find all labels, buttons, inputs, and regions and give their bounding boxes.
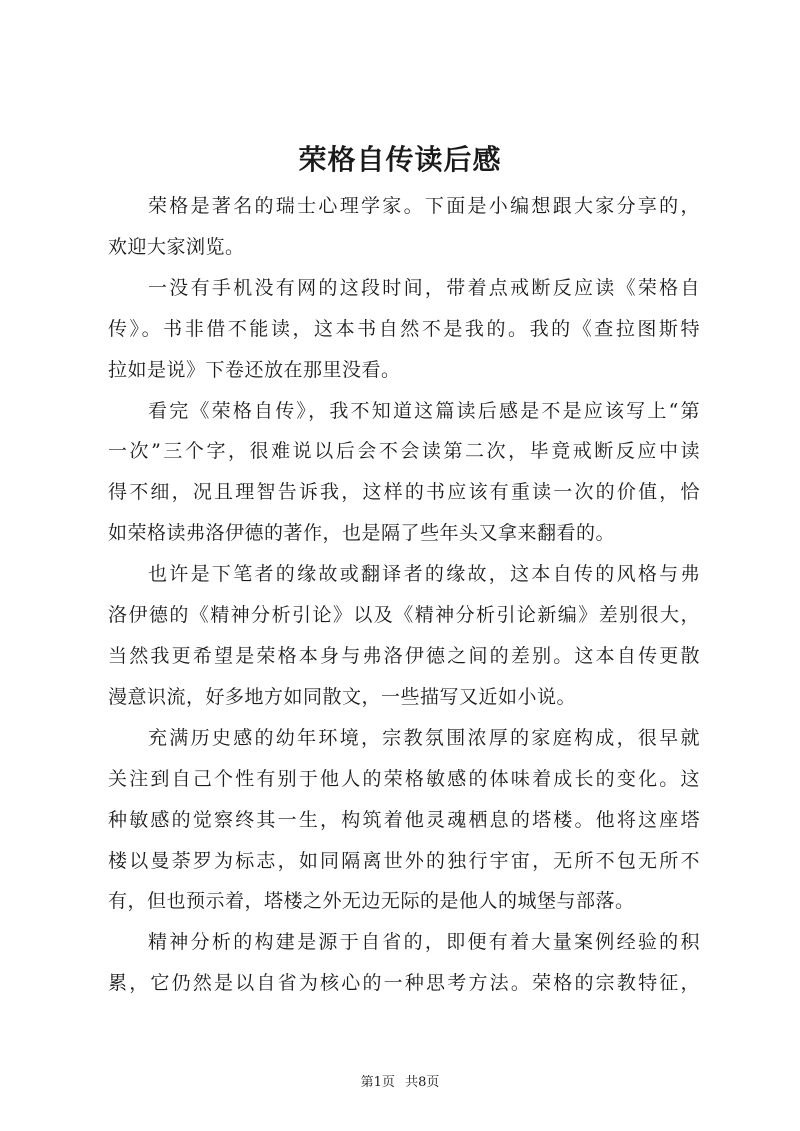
text-line: 漫意识流，好多地方如同散文，一些描写又近如小说。	[108, 685, 577, 708]
text-line: 也许是下笔者的缘故或翻译者的缘故，这本自传的风格与弗	[148, 563, 700, 586]
text-line: 看完《荣格自传》，我不知道这篇读后感是不是应该写上“第	[148, 399, 700, 422]
document-title: 荣格自传读后感	[298, 143, 502, 176]
text-line: 当然我更希望是荣格本身与弗洛伊德之间的差别。这本自传更散	[108, 644, 700, 667]
text-line: 如荣格读弗洛伊德的著作，也是隔了些年头又拿来翻看的。	[108, 522, 616, 545]
text-line: 一没有手机没有网的这段时间，带着点戒断反应读《荣格自	[148, 276, 700, 299]
paragraph	[108, 718, 700, 923]
text-line: 荣格是著名的瑞士心理学家。下面是小编想跟大家分享的，	[148, 195, 700, 217]
text-line: 种敏感的觉察终其一生，构筑着他灵魂栖息的塔楼。他将这座塔	[108, 808, 700, 831]
paragraph	[108, 554, 700, 718]
text-line: 楼以曼荼罗为标志，如同隔离世外的独行宇宙，无所不包无所不	[108, 849, 700, 872]
paragraph	[108, 391, 700, 555]
page-footer	[0, 1071, 800, 1090]
paragraph	[108, 268, 700, 391]
text-line: 洛伊德的《精神分析引论》以及《精神分析引论新编》差别很大，	[108, 604, 700, 627]
document-body	[108, 186, 700, 1004]
text-line: 欢迎大家浏览。	[108, 235, 245, 258]
paragraph	[108, 922, 700, 1004]
text-line: 关注到自己个性有别于他人的荣格敏感的体味着成长的变化。这	[108, 767, 700, 790]
text-line: 累，它仍然是以自省为核心的一种思考方法。荣格的宗教特征，	[108, 972, 700, 995]
text-line: 拉如是说》下卷还放在那里没看。	[108, 358, 401, 381]
page-total: 共8页	[405, 1075, 440, 1090]
text-line: 精神分析的构建是源于自省的，即便有着大量案例经验的积	[148, 931, 700, 954]
text-line: 一次”三个字，很难说以后会不会读第二次，毕竟戒断反应中读	[108, 440, 700, 463]
text-line: 传》。书非借不能读，这本书自然不是我的。我的《查拉图斯特	[108, 317, 700, 340]
page-number: 第1页	[360, 1075, 395, 1090]
text-line: 有，但也预示着，塔楼之外无边无际的是他人的城堡与部落。	[108, 890, 635, 913]
paragraph	[108, 186, 700, 268]
text-line: 得不细，况且理智告诉我，这样的书应该有重读一次的价值，恰	[108, 481, 700, 504]
text-line: 充满历史感的幼年环境，宗教氛围浓厚的家庭构成，很早就	[148, 726, 700, 749]
